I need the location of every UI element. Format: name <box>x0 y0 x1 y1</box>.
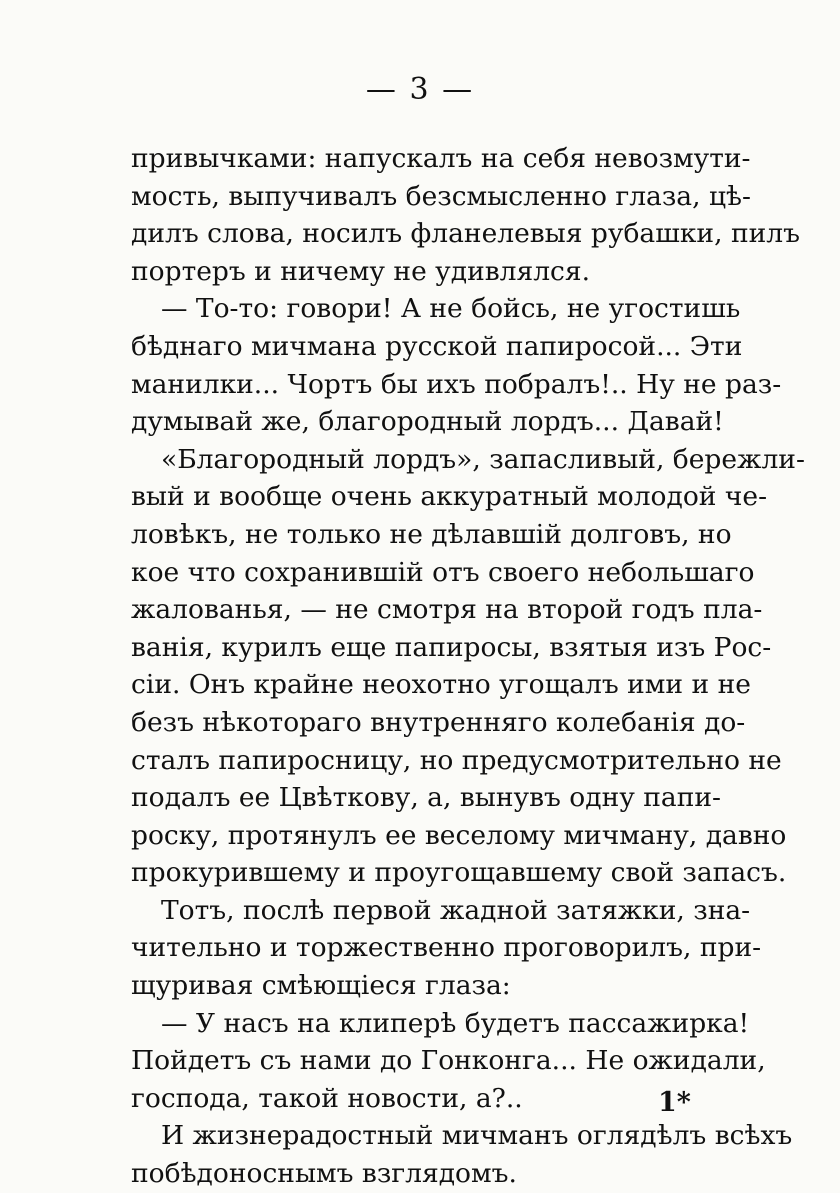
text-line: «Благородный лордъ», запасливый, бережли- <box>161 443 805 475</box>
text-line: думывай же, благородный лордъ... Давай! <box>131 406 724 438</box>
text-line: вый и вообще очень аккуратный молодой че- <box>131 481 768 513</box>
text-line: ванія, курилъ еще папиросы, взятыя изъ Рос- <box>131 631 772 663</box>
paragraph <box>131 290 782 440</box>
page-number-header: — 3 — <box>365 72 475 107</box>
text-line: манилки... Чортъ бы ихъ побралъ!.. Ну не раз- <box>131 368 782 400</box>
text-line: мость, выпучивалъ безсмысленно глаза, цѣ- <box>131 180 751 212</box>
text-line: Пойдетъ съ нами до Гонконга... Не ожидали, <box>131 1045 766 1077</box>
text-line: кое что сохранившій отъ своего небольшаго <box>131 556 755 588</box>
text-line: ловѣкъ, не только не дѣлавшій долговъ, но <box>131 518 732 550</box>
text-line: щуривая смѣющіеся глаза: <box>131 970 511 1002</box>
paragraph <box>131 441 805 892</box>
text-line: бѣднаго мичмана русской папиросой... Эти <box>131 330 743 362</box>
text-line: — У насъ на клиперѣ будетъ пассажирка! <box>161 1007 750 1039</box>
text-line: безъ нѣкотораго внутренняго колебанія до- <box>131 706 746 738</box>
text-line: дилъ слова, носилъ фланелевыя рубашки, пилъ <box>131 218 800 250</box>
body-text <box>131 140 805 1193</box>
signature-mark: 1* <box>658 1087 691 1118</box>
text-line: привычками: напускалъ на себя невозмути- <box>131 143 751 174</box>
text-line: подалъ ее Цвѣткову, а, вынувъ одну папи- <box>131 782 721 814</box>
text-line: господа, такой новости, а?.. <box>131 1082 523 1114</box>
text-line: жалованья, — не смотря на второй годъ пла- <box>131 594 763 626</box>
paragraph <box>131 1005 766 1118</box>
text-line: побѣдоноснымъ взглядомъ. <box>131 1158 517 1190</box>
text-line: чительно и торжественно проговорилъ, при- <box>131 932 762 964</box>
text-line: прокурившему и проугощавшему свой запасъ. <box>131 857 787 889</box>
text-line: И жизнерадостный мичманъ оглядѣлъ всѣхъ <box>161 1120 793 1152</box>
paragraph <box>131 892 762 1005</box>
text-line: сталъ папиросницу, но предусмотрительно не <box>131 744 782 776</box>
text-line: роску, протянулъ ее веселому мичману, давно <box>131 819 787 851</box>
paragraph <box>131 140 800 290</box>
text-line: сіи. Онъ крайне неохотно угощалъ ими и не <box>131 669 751 701</box>
text-line: Тотъ, послѣ первой жадной затяжки, зна- <box>161 894 751 926</box>
paragraph <box>131 1117 793 1192</box>
text-line: портеръ и ничему не удивлялся. <box>131 255 591 287</box>
text-line: — То-то: говори! А не бойсь, не угостишь <box>161 293 741 325</box>
